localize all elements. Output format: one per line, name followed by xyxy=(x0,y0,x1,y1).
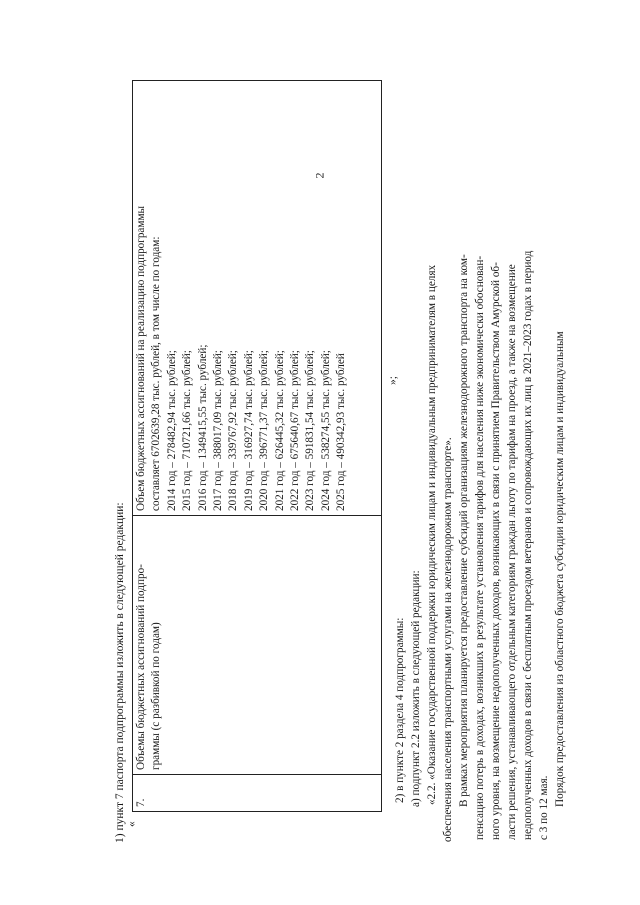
body-line: 2) в пункте 2 раздела 4 подпрограммы: xyxy=(394,617,406,803)
table-row xyxy=(133,81,382,812)
body-line: «2.2. «Оказание государственной поддержки юридическим лицам и индивидуальным предпринимателям в целях xyxy=(426,264,438,805)
row-value-cell xyxy=(133,81,382,516)
value-line: 2017 год – 388017,09 тыс. рублей; xyxy=(212,350,225,511)
value-line: 2022 год – 675640,67 тыс. рублей; xyxy=(289,350,302,511)
row-number: 7. xyxy=(135,798,147,807)
body-line: В рамках мероприятия планируется предоставление субсидий организациям железнодорожного транспорта на ком- xyxy=(458,254,470,807)
body-line: пенсацию потерь в доходах, возникших в результате установления тарифов для населения ниже экономически обоснован- xyxy=(474,255,486,840)
body-line: а) подпункт 2.2 изложить в следующей редакции: xyxy=(410,570,422,807)
value-line: 2019 год – 316927,74 тыс. рублей; xyxy=(242,350,255,511)
row-label-cell xyxy=(133,516,382,775)
body-line: обеспечения населения транспортными услугами на железнодорожном транспорте». xyxy=(442,437,454,842)
value-line: 2020 год – 396771,37 тыс. рублей; xyxy=(258,350,271,511)
body-line: Порядок предоставления из областного бюджета субсидии юридическим лицам и индивидуальным xyxy=(554,331,566,807)
page-number: 2 xyxy=(312,172,327,179)
intro-line: 1) пункт 7 паспорта подпрограммы изложить в следующей редакции: xyxy=(114,502,126,843)
passport-table xyxy=(132,80,382,812)
row-number-cell xyxy=(133,775,382,812)
closing-quote: »; xyxy=(387,376,399,385)
value-line: 2018 год – 339767,92 тыс. рублей; xyxy=(227,350,240,511)
value-line: Объем бюджетных ассигнований на реализацию подпрограммы xyxy=(135,205,147,511)
value-line: 2025 год – 490342,93 тыс. рублей xyxy=(335,353,348,511)
label-line: граммы (с разбивкой по годам) xyxy=(150,622,163,770)
value-line: 2015 год – 710721,66 тыс. рублей; xyxy=(181,350,194,511)
body-line: ласти решения, устанавливающего отдельным категориям граждан льготу по тарифам на проезд, а также на возмещение xyxy=(506,264,518,840)
opening-quote: « xyxy=(126,821,138,827)
body-line: ного уровня, на возмещение недополученных доходов, возникающих в связи с принятием Правительством Амурской об- xyxy=(490,262,502,840)
value-line: составляет 6702639,28 тыс. рублей, в том числе по годам: xyxy=(150,236,163,511)
value-line: 2016 год – 1349415,55 тыс. рублей; xyxy=(196,344,209,511)
label-line: Объемы бюджетных ассигнований подпро- xyxy=(135,564,147,770)
value-line: 2023 год – 591831,54 тыс. рублей; xyxy=(304,350,317,511)
body-line: недополученных доходов в связи с бесплатным проездом ветеранов и сопровождающих их лиц в 2021–2023 годах в период xyxy=(522,250,534,840)
value-line: 2021 год – 626445,32 тыс. рублей; xyxy=(273,350,286,511)
value-line: 2014 год – 278482,94 тыс. рублей; xyxy=(165,350,178,511)
body-line: с 3 по 12 мая. xyxy=(538,775,550,840)
value-line: 2024 год – 538274,55 тыс. рублей; xyxy=(319,350,332,511)
